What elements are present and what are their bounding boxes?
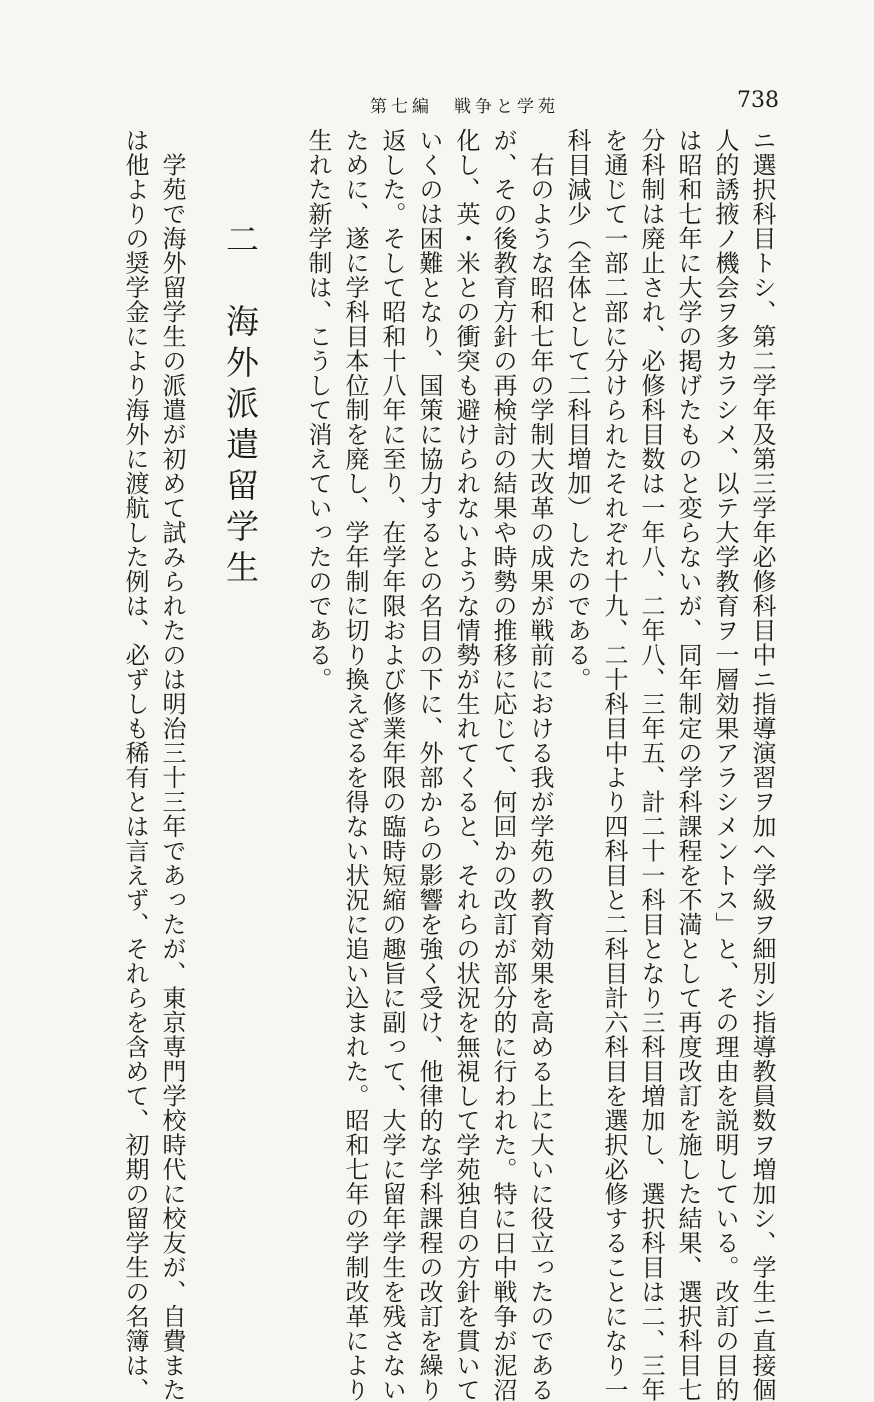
body-column-12: ために、遂に学科目本位制を廃し、学年制に切り換えざるを得ない状況に追い込まれた。昭和七年の学制改革により — [341, 128, 369, 1402]
body-column-11: 返した。そして昭和十八年に至り、在学年限および修業年限の臨時短縮の趣旨に副って、大学に留年学生を残さない — [378, 128, 406, 1402]
body-column-8: が、その後教育方針の再検討の結果や時勢の推移に応じて、何回かの改訂が部分的に行われた。特に日中戦争が泥沼 — [489, 128, 517, 1402]
body-column-13: 生れた新学制は、こうして消えていったのである。 — [304, 128, 332, 692]
body-column-4: 分科制は廃止され、必修科目数は一年八、二年八、三年五、計二十一科目となり三科目増加し、選択科目は二、三年 — [637, 128, 665, 1402]
body-column-7: 右のような昭和七年の学制大改革の成果が戦前における我が学苑の教育効果を高める上に大いに役立ったのである — [526, 128, 554, 1402]
body-column-10: いくのは困難となり、国策に協力するとの名目の下に、外部からの影響を強く受け、他律的な学科課程の改訂を繰り — [415, 128, 443, 1402]
section-heading: 二 海外派遣留学生 — [221, 222, 260, 591]
running-header: 第七編 戦争と学苑 — [370, 97, 559, 117]
body-column-9: 化し、英・米との衝突も避けられないような情勢が生れてくると、それらの状況を無視して学苑独自の方針を貫いて — [452, 128, 480, 1402]
body-column-1: ニ選択科目トシ、第二学年及第三学年必修科目中ニ指導演習ヲ加ヘ学級ヲ細別シ指導教員数ヲ増加シ、学生ニ直接個 — [748, 128, 776, 1402]
body-column-3: は昭和七年に大学の掲げたものと変らないが、同年制定の学科課程を不満として再度改訂を施した結果、選択科目七 — [674, 128, 702, 1402]
section-column-2: は他よりの奨学金により海外に渡航した例は、必ずしも稀有とは言えず、それらを含めて、初期の留学生の名簿は、 — [121, 128, 149, 1402]
body-column-6: 科目減少（全体として二科目増加）したのである。 — [563, 128, 591, 692]
body-column-2: 人的誘掖ノ機会ヲ多カラシメ、以テ大学教育ヲ一層効果アラシメントス」と、その理由を説明している。改訂の目的 — [711, 128, 739, 1402]
body-column-5: を通じて一部二部に分けられたそれぞれ十九、二十科目中より四科目と二科目計六科目を選択必修することになり一 — [600, 128, 628, 1402]
page-number: 738 — [737, 88, 779, 113]
section-column-1: 学苑で海外留学生の派遣が初めて試みられたのは明治三十三年であったが、東京専門学校時代に校友が、自費また — [158, 128, 186, 1402]
